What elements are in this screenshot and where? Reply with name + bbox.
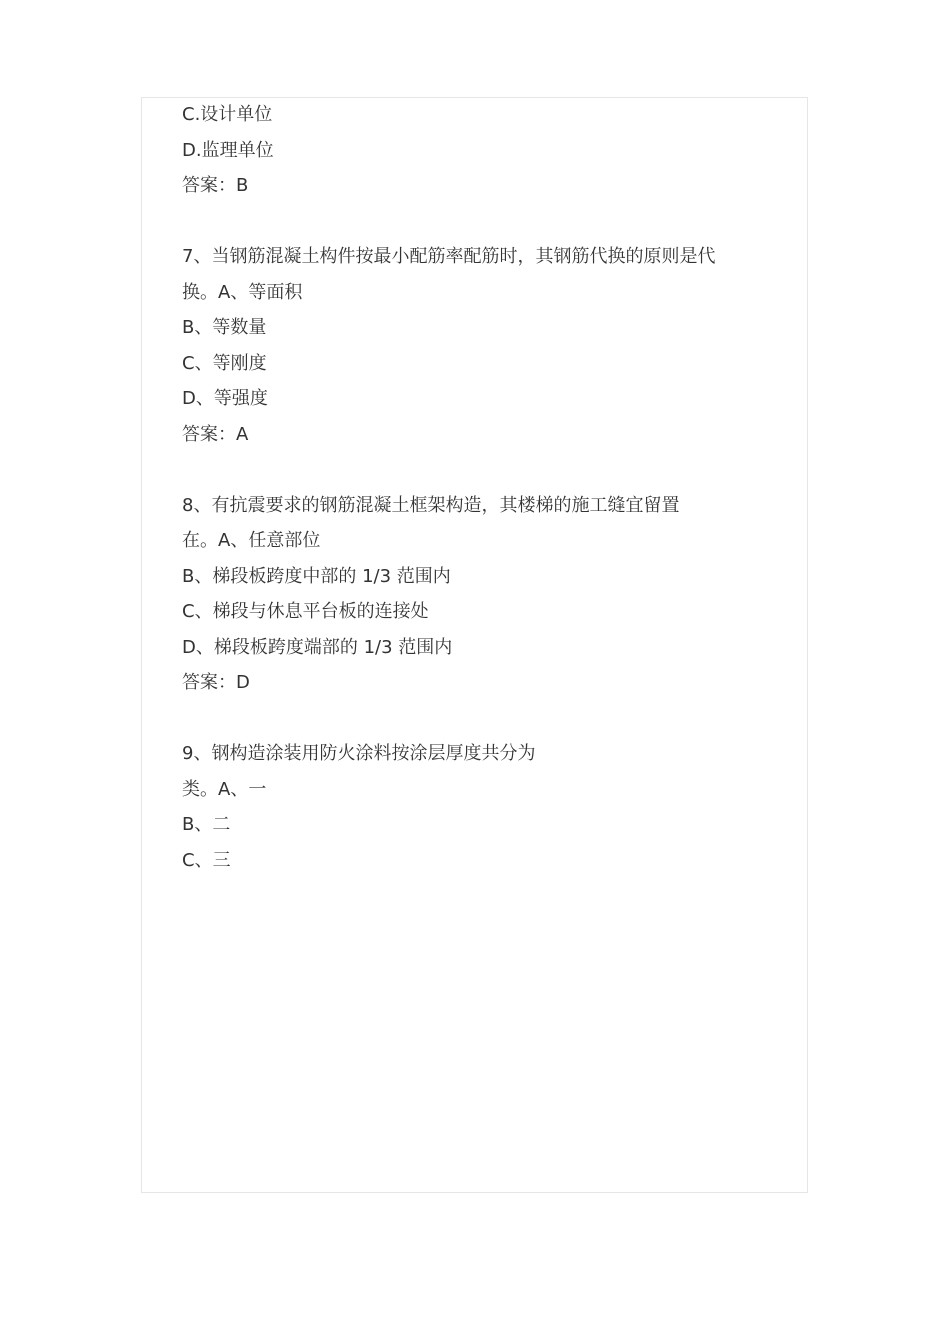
- question-text: 8、有抗震要求的钢筋混凝土框架构造，其楼梯的施工缝宜留置: [182, 494, 680, 516]
- question-text-cont: 类。A、一: [182, 778, 267, 800]
- option-c: C、三: [182, 849, 231, 871]
- spacer: [182, 701, 782, 737]
- option-c: C、梯段与休息平台板的连接处: [182, 601, 429, 622]
- question-9: [182, 736, 782, 878]
- answer: 答案：B: [182, 175, 249, 196]
- option-d: D.监理单位: [182, 139, 274, 161]
- option-b: B、等数量: [182, 317, 267, 338]
- option-b: B、梯段板跨度中部的 1/3 范围内: [182, 565, 451, 587]
- spacer: [182, 452, 782, 488]
- question-8: [182, 488, 782, 701]
- option-b: B、二: [182, 814, 231, 835]
- question-7: [182, 239, 782, 452]
- question-text: 9、钢构造涂装用防火涂料按涂层厚度共分为: [182, 743, 536, 764]
- option-c: C、等刚度: [182, 352, 267, 374]
- option-c: C.设计单位: [182, 104, 273, 125]
- question-text-cont: 在。A、任意部位: [182, 530, 321, 551]
- question-text: 7、当钢筋混凝土构件按最小配筋率配筋时，其钢筋代换的原则是代: [182, 246, 716, 267]
- answer: 答案：D: [182, 672, 250, 693]
- question-text-cont: 换。A、等面积: [182, 281, 303, 303]
- option-d: D、等强度: [182, 388, 268, 409]
- document-content: [182, 97, 782, 878]
- option-d: D、梯段板跨度端部的 1/3 范围内: [182, 636, 453, 658]
- spacer: [182, 204, 782, 240]
- answer: 答案：A: [182, 423, 249, 445]
